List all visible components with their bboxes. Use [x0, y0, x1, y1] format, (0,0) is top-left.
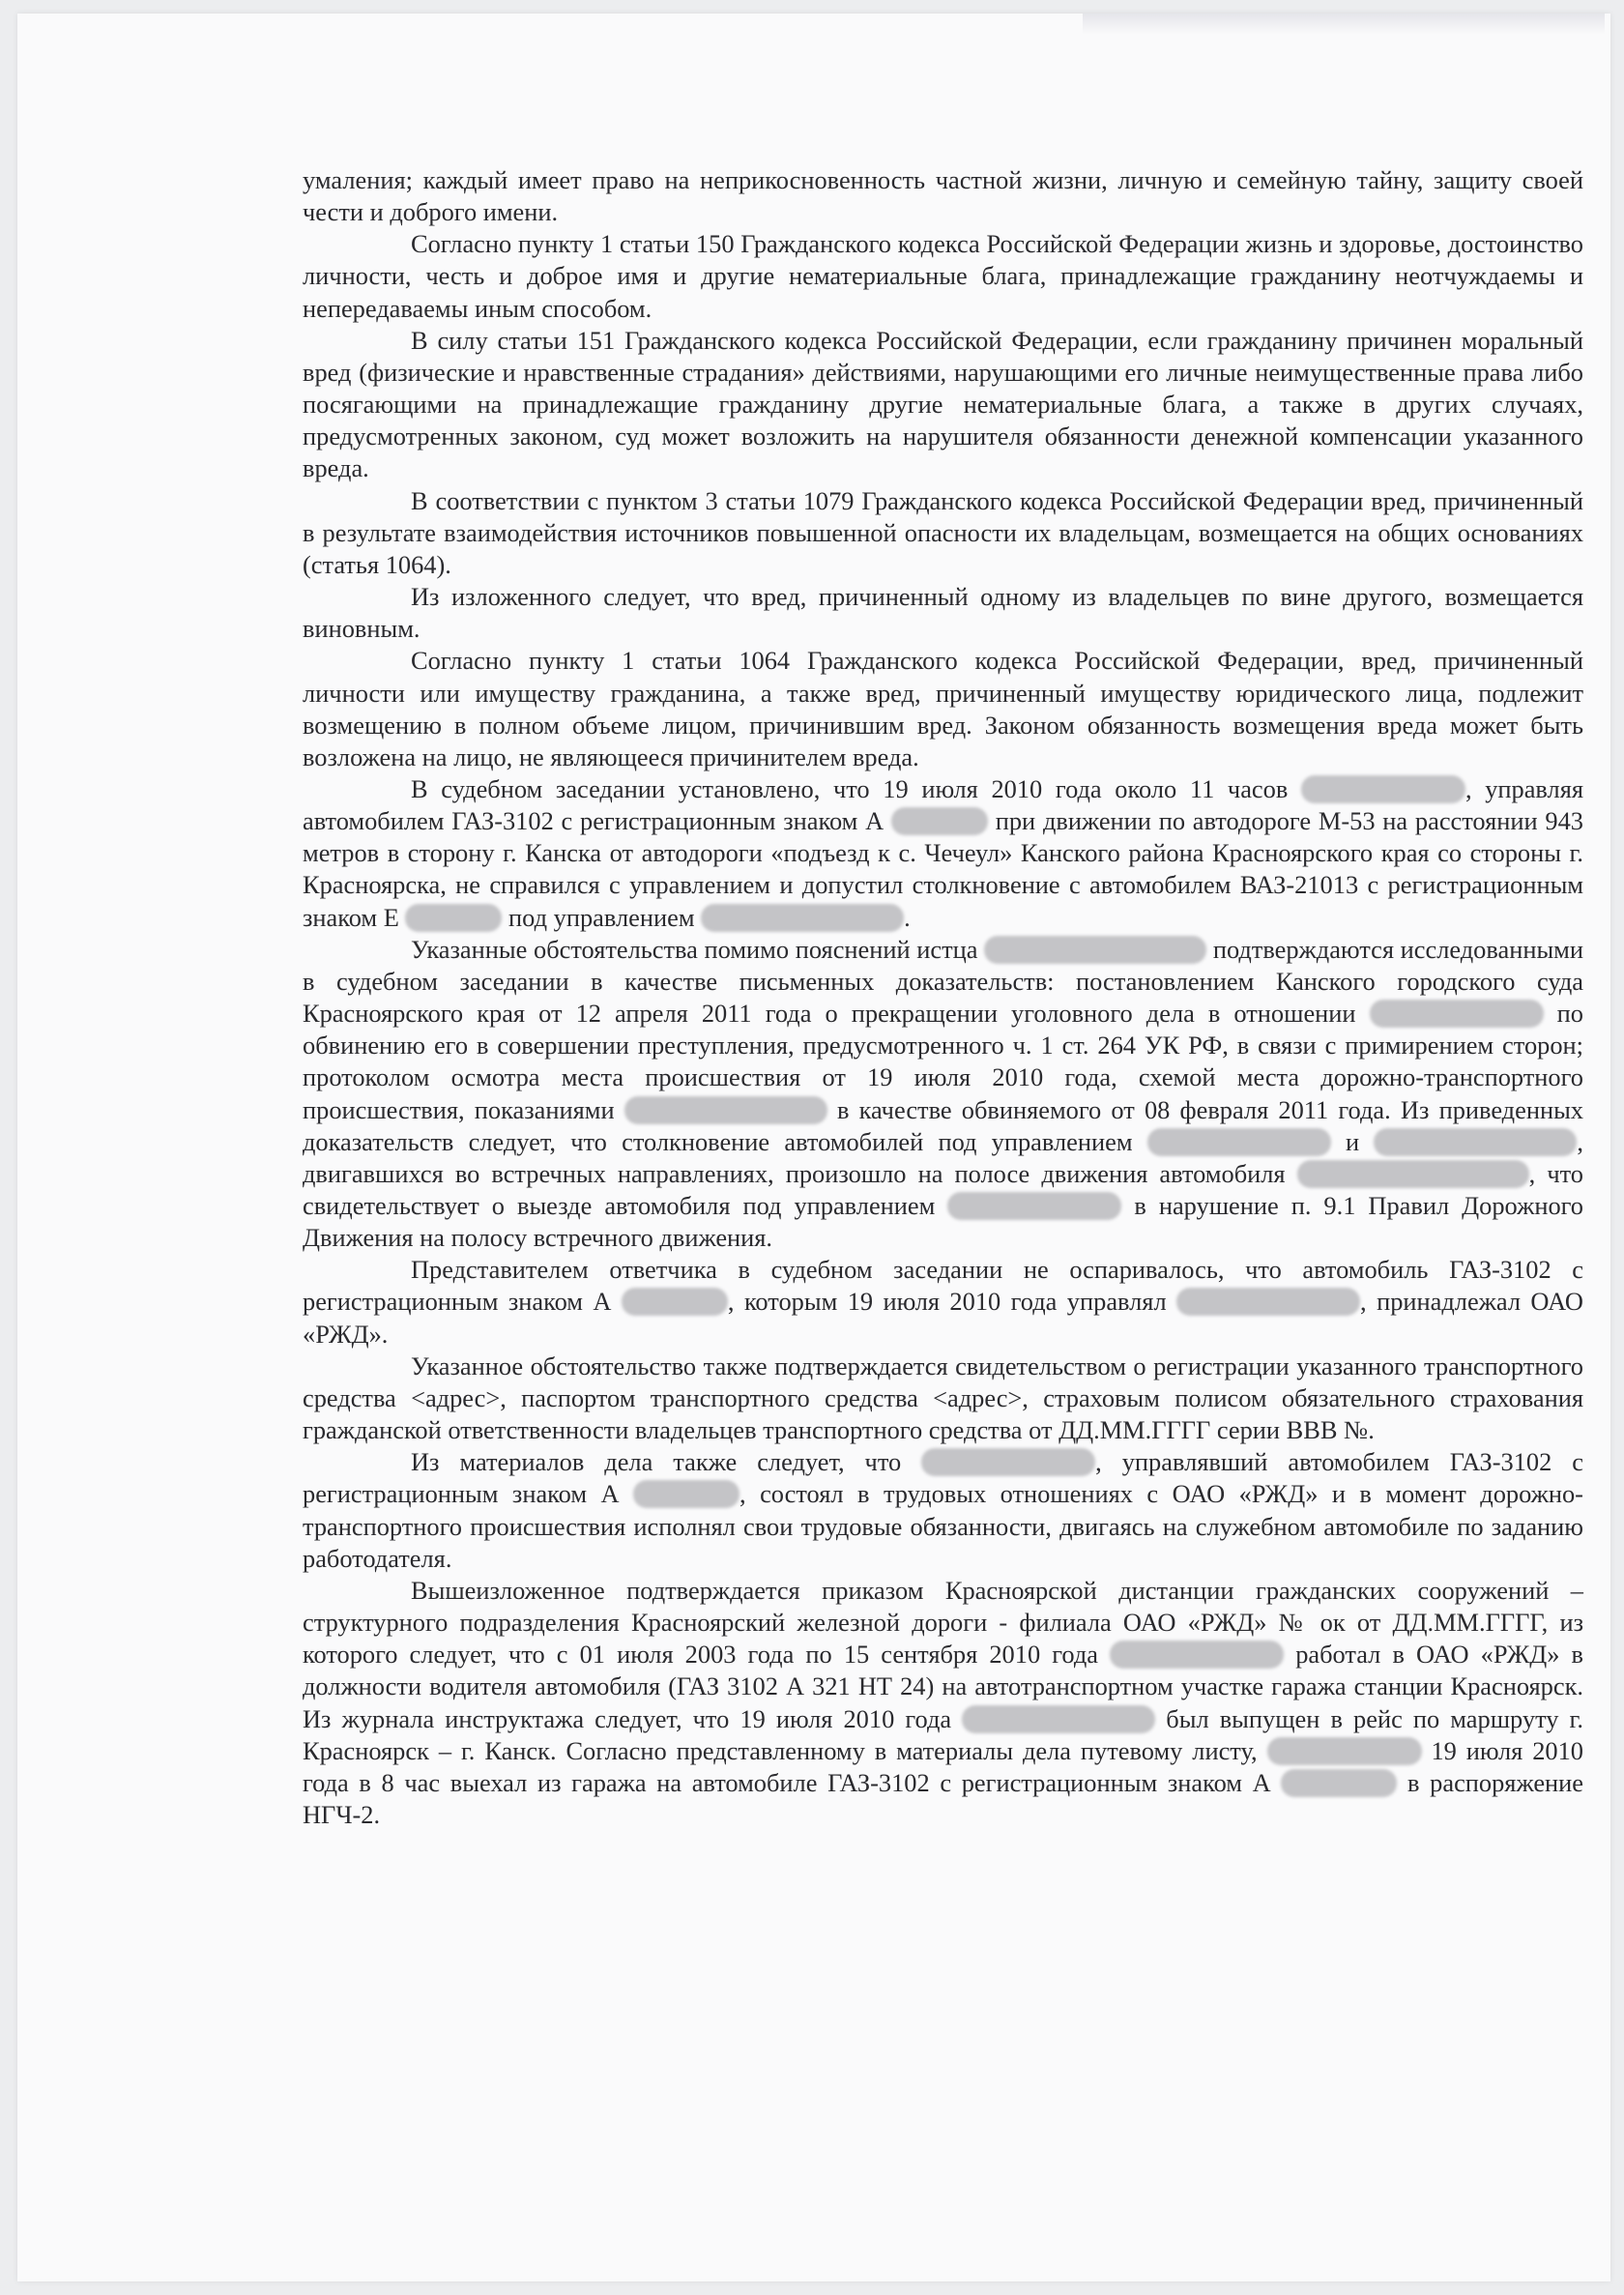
- text-segment: В соответствии с пунктом 3 статьи 1079 Гражданского кодекса Российской Федерации вред, причиненный в результате взаимодействия источников повышенной опасности их владельцам, возмещается на общих основаниях (статья 1064).: [303, 485, 1583, 579]
- text-segment: был выпущен в рейс по маршруту г. Красноярск – г. Канск. Согласно представленному в материалы дела путевому листу,: [303, 1703, 1583, 1765]
- text-segment: работал в ОАО «РЖД» в должности водителя автомобиля (ГАЗ 3102 А 321 НТ 24) на автотранспортном участке гаража станции Красноярск. Из журнала инструктажа следует, что 19 июля 2010 года: [303, 1640, 1583, 1733]
- text-segment: по обвинению его в совершении преступления, предусмотренного ч. 1 ст. 264 УК РФ, в связи с примирением сторон; протоколом осмотра места происшествия от 19 июля 2010 года, схемой места дорожно-транспортного происшествия, показаниями: [303, 999, 1583, 1124]
- redaction-mark: [624, 1096, 827, 1124]
- redaction-mark: [984, 936, 1206, 964]
- paragraph: В судебном заседании установлено, что 19 июля 2010 года около 11 часов , управляя автомобилем ГАЗ-3102 с регистрационным знаком А при движении по автодороге М-53 на расстоянии 943 метров в сторону г. Канска от автодороги «подъезд к с. Чечеул» Канского района Красноярского края со стороны г. Красноярска, не справился с управлением и допустил столкновение с автомобилем ВАЗ-21013 с регистрационным знаком Е под управлением .: [303, 773, 1583, 932]
- redaction-mark: [947, 1192, 1121, 1220]
- text-segment: состоял в трудовых отношениях с ОАО «РЖД» и в момент дорожно-транспортного происшествия исполнял свои трудовые обязанности, двигаясь на служебном автомобиле по заданию работодателя.: [303, 1479, 1583, 1573]
- redaction-mark: [891, 807, 988, 835]
- text-segment: в распоряжение НГЧ-2.: [303, 1767, 1583, 1829]
- text-segment: Указанные обстоятельства помимо пояснений истца: [411, 934, 985, 964]
- text-segment: управлявший автомобилем ГАЗ-3102 с регистрационным знаком А: [303, 1447, 1583, 1509]
- text-segment: .: [904, 902, 911, 932]
- text-segment: Из изложенного следует, что вред, причиненный одному из владельцев по вине другого, возмещается виновным.: [303, 582, 1583, 644]
- text-segment: Указанное обстоятельство также подтверждается свидетельством о регистрации указанного транспортного средства <адрес>, паспортом транспортного средства <адрес>, страховым полисом обязательного страхования гражданской ответственности владельцев транспортного средства от ДД.ММ.ГГГГ серии ВВВ №.: [303, 1351, 1583, 1445]
- redaction-mark: [405, 904, 502, 932]
- redaction-mark: [1370, 1000, 1544, 1028]
- redaction-mark: [1374, 1128, 1577, 1156]
- text-segment: В силу статьи 151 Гражданского кодекса Российской Федерации, если гражданину причинен моральный вред (физические и нравственные страдания» действиями, нарушающими его личные неимущественные права либо посягающими на принадлежащие гражданину другие нематериальные блага, а также в других случаях, предусмотренных законом, суд может возложить на нарушителя обязанности денежной компенсации указанного вреда.: [303, 325, 1583, 483]
- redaction-mark: [1281, 1769, 1397, 1797]
- redaction-mark: [1267, 1737, 1422, 1765]
- redaction-mark: [1110, 1641, 1284, 1669]
- text-segment: под управлением: [502, 902, 702, 932]
- text-segment: двигавшихся во встречных направлениях, произошло на полосе движения автомобиля: [303, 1158, 1297, 1188]
- paragraph: [303, 581, 1583, 645]
- text-segment: Представителем ответчика в судебном заседании не оспаривалось, что автомобиль ГАЗ-3102 с регистрационным знаком А: [303, 1255, 1583, 1317]
- text-segment: Согласно пункту 1 статьи 150 Гражданского кодекса Российской Федерации жизнь и здоровье, достоинство личности, честь и доброе имя и другие нематериальные блага, принадлежащие гражданину неотчуждаемы и непередаваемы иным способом.: [303, 229, 1583, 323]
- text-segment: умаления; каждый имеет право на неприкосновенность частной жизни, личную и семейную тайну, защиту своей чести и доброго имени.: [303, 165, 1583, 227]
- text-segment: и: [1330, 1126, 1375, 1156]
- text-segment: В судебном заседании установлено, что 19 июля 2010 года около 11 часов: [411, 773, 1301, 803]
- text-segment: что свидетельствует о выезде автомобиля под управлением: [303, 1158, 1583, 1220]
- redaction-mark: [622, 1288, 728, 1316]
- paragraph: [303, 325, 1583, 485]
- scan-edge-shadow: [1083, 14, 1605, 35]
- paragraph: [303, 485, 1583, 581]
- paragraph: [303, 164, 1583, 228]
- text-segment: при движении по автодороге М-53 на расстоянии 943 метров в сторону г. Канска от автодороги «подъезд к с. Чечеул» Канского района Красноярского края со стороны г. Красноярска, не справился с управлением и допустил столкновение с автомобилем ВАЗ-21013 с регистрационным знаком Е: [303, 806, 1583, 932]
- paragraph: Из материалов дела также следует, что , управлявший автомобилем ГАЗ-3102 с регистрационным знаком А , состоял в трудовых отношениях с ОАО «РЖД» и в момент дорожно-транспортного происшествия исполнял свои трудовые обязанности, двигаясь на служебном автомобиле по заданию работодателя.: [303, 1447, 1583, 1573]
- text-segment: Согласно пункту 1 статьи 1064 Гражданского кодекса Российской Федерации, вред, причиненный личности или имуществу гражданина, а также вред, причиненный имуществу юридического лица, подлежит возмещению в полном объеме лицом, причинившим вред. Законом обязанность возмещения вреда может быть возложена на лицо, не являющееся причинителем вреда.: [303, 646, 1583, 771]
- text-segment: в нарушение п. 9.1 Правил Дорожного Движения на полосу встречного движения.: [303, 1191, 1583, 1253]
- text-segment: Вышеизложенное подтверждается приказом Красноярской дистанции гражданских сооружений – структурного подразделения Красноярский железной дороги - филиала ОАО «РЖД» № ок от ДД.ММ.ГГГГ, из которого следует, что с 01 июля 2003 года по 15 сентября 2010 года: [303, 1575, 1583, 1670]
- document-body: [303, 164, 1583, 1831]
- redaction-mark: [701, 904, 904, 932]
- paragraph: Указанные обстоятельства помимо пояснений истца подтверждаются исследованными в судебном заседании в качестве письменных доказательств: постановлением Канского городского суда Красноярского края от 12 апреля 2011 года о прекращении уголовного дела в отношении по обвинению его в совершении преступления, предусмотренного ч. 1 ст. 264 УК РФ, в связи с примирением сторон; протоколом осмотра места происшествия от 19 июля 2010 года, схемой места дорожно-транспортного происшествия, показаниями в качестве обвиняемого от 08 февраля 2011 года. Из приведенных доказательств следует, что столкновение автомобилей под управлением и , двигавшихся во встречных направлениях, произошло на полосе движения автомобиля , что свидетельствует о выезде автомобиля под управлением в нарушение п. 9.1 Правил Дорожного Движения на полосу встречного движения.: [303, 934, 1584, 1253]
- text-segment: в качестве обвиняемого от 08 февраля 2011 года. Из приведенных доказательств следует, что столкновение автомобилей под управлением: [303, 1094, 1583, 1156]
- text-segment: Из материалов дела также следует, что: [411, 1447, 922, 1477]
- paragraph: [303, 1575, 1583, 1831]
- text-segment: управляя автомобилем ГАЗ-3102 с регистрационным знаком А: [303, 773, 1583, 836]
- text-segment: подтверждаются исследованными в судебном заседании в качестве письменных доказательств: постановлением Канского городского суда Красноярского края от 12 апреля 2011 года о прекращении уголовного дела в отношении: [303, 934, 1584, 1029]
- paragraph: [303, 228, 1583, 324]
- paragraph: [303, 1351, 1583, 1446]
- text-segment: 19 июля 2010 года в 8 час выехал из гаража на автомобиле ГАЗ-3102 с регистрационным знаком А: [303, 1735, 1583, 1797]
- redaction-mark: [962, 1705, 1155, 1733]
- text-segment: принадлежал ОАО «РЖД».: [303, 1287, 1583, 1349]
- paragraph: Представителем ответчика в судебном заседании не оспаривалось, что автомобиль ГАЗ-3102 с регистрационным знаком А , которым 19 июля 2010 года управлял , принадлежал ОАО «РЖД».: [303, 1255, 1583, 1349]
- redaction-mark: [1176, 1288, 1360, 1316]
- redaction-mark: [1301, 775, 1465, 803]
- redaction-mark: [633, 1480, 740, 1508]
- redaction-mark: [1147, 1128, 1331, 1156]
- text-segment: которым 19 июля 2010 года управлял: [743, 1287, 1177, 1317]
- redaction-mark: [1297, 1160, 1529, 1188]
- paragraph: [303, 645, 1583, 773]
- redaction-mark: [921, 1448, 1095, 1476]
